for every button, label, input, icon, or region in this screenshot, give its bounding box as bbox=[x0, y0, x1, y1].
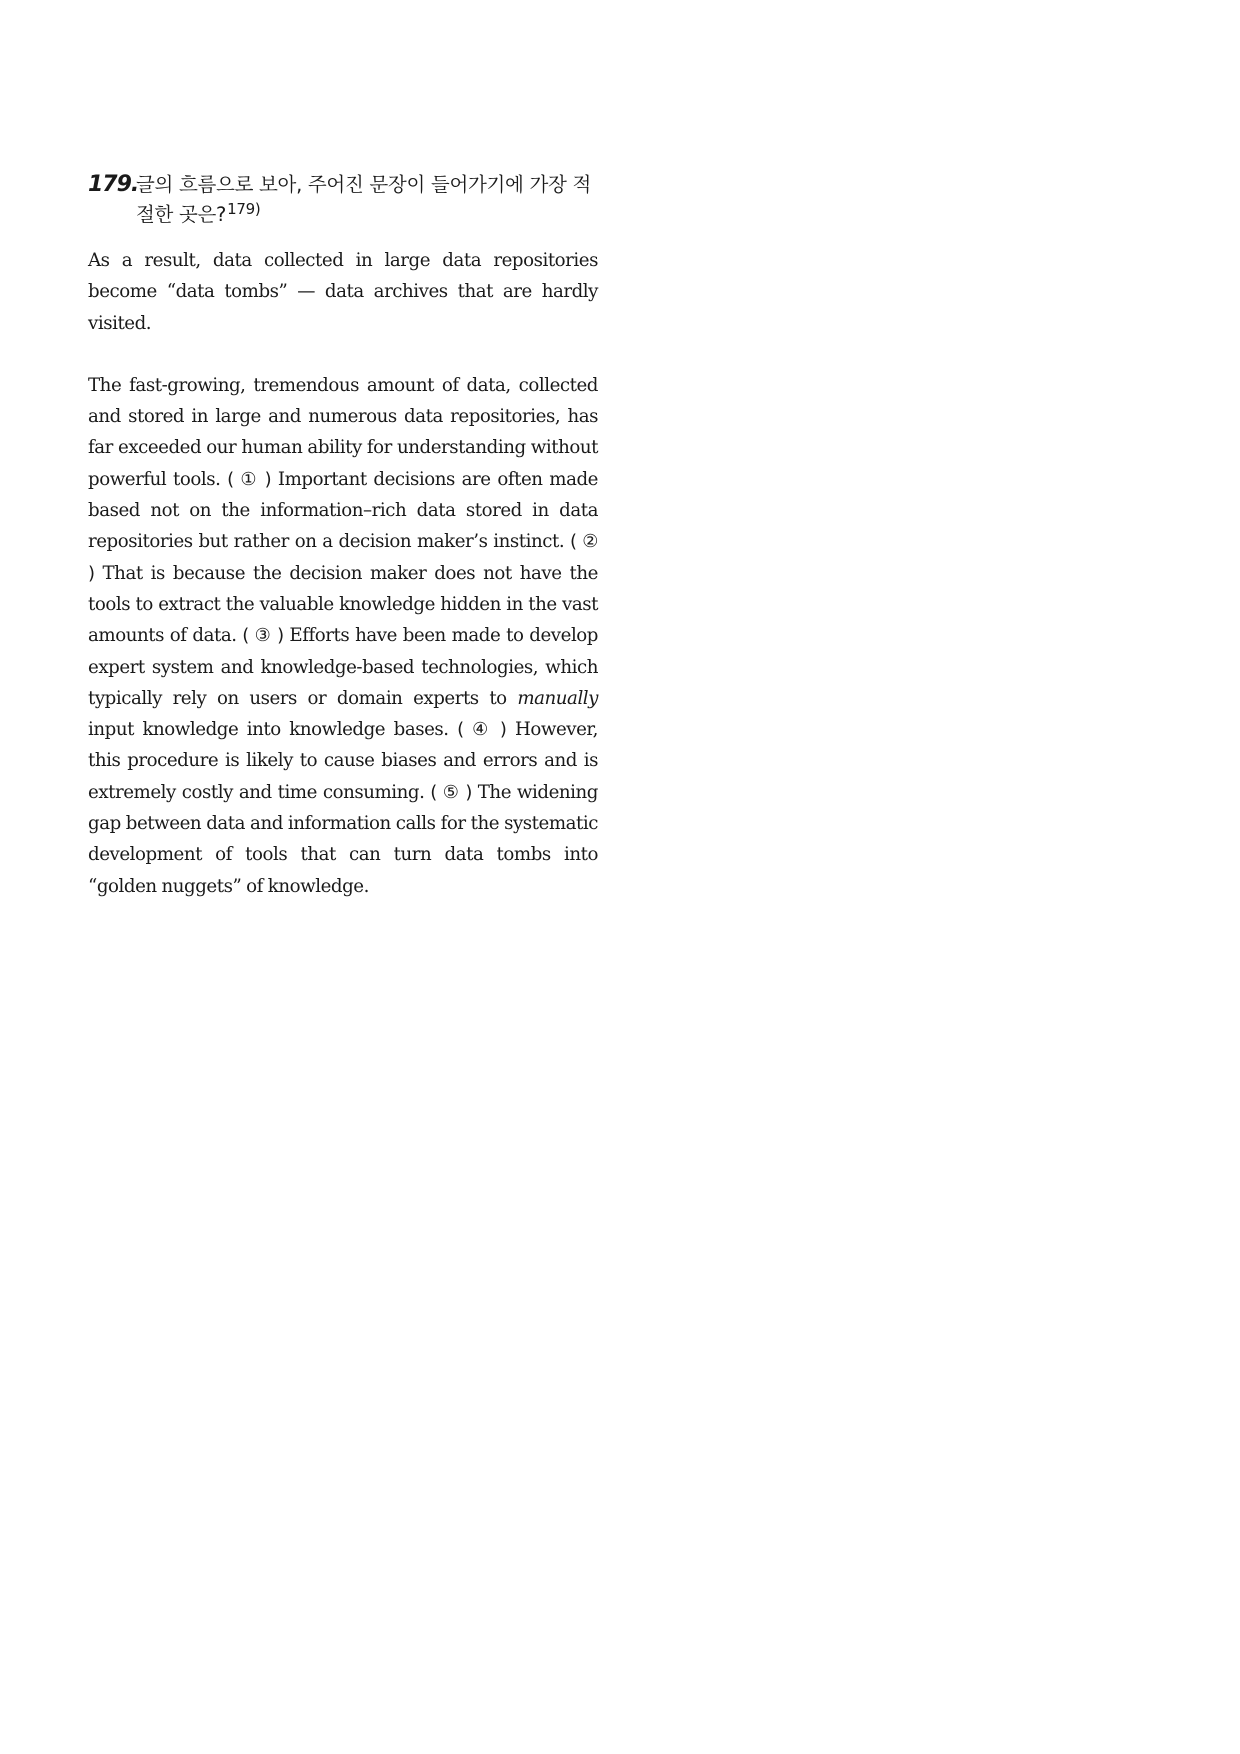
passage-sentence-2: Important decisions are often made based not on the information–rich data stored in data repositories but rather on a decision maker’s instinct. bbox=[88, 468, 598, 553]
insert-marker-5: ( ⑤ ) bbox=[424, 781, 478, 803]
passage-sentence-5: However, this procedure is likely to cause biases and errors and is extremely costly and time consuming. bbox=[88, 719, 599, 803]
question-footnote-ref: 179) bbox=[227, 199, 261, 218]
passage-sentence-4a: Efforts have been made to develop expert system and knowledge-based technologies, which typically rely on users or domain experts to bbox=[88, 625, 599, 709]
passage-sentence-4b: input knowledge into knowledge bases. bbox=[88, 719, 449, 741]
question-number: 179. bbox=[88, 172, 139, 197]
passage-emphasis-manually: manually bbox=[517, 687, 598, 709]
passage-sentence-3: That is because the decision maker does not have the tools to extract the valuable knowledge hidden in the vast amounts of data. bbox=[88, 562, 598, 647]
insert-marker-1: ( ① ) bbox=[220, 468, 278, 490]
passage-sentence-1: The fast-growing, tremendous amount of data, collected and stored in large and numerous data repositories, has far exceeded our human ability for understanding without powerful tools. bbox=[88, 374, 598, 490]
question-prompt bbox=[136, 170, 598, 230]
question-header bbox=[88, 170, 598, 230]
insert-marker-3: ( ③ ) bbox=[236, 625, 290, 647]
insert-marker-2: ( ② ) bbox=[88, 531, 598, 584]
given-sentence: As a result, data collected in large data repositories become “data tombs” — data archives that are hardly visited. bbox=[88, 250, 598, 334]
question-prompt-text: 글의 흐름으로 보아, 주어진 문장이 들어가기에 가장 적절한 곳은? bbox=[136, 173, 592, 226]
insert-marker-4: ( ④ ) bbox=[448, 719, 515, 741]
question-column bbox=[88, 170, 598, 902]
passage bbox=[88, 370, 598, 902]
passage-sentence-6: The widening gap between data and information calls for the systematic development of tools that can turn data tombs into “golden nuggets” of knowledge. bbox=[88, 781, 598, 897]
